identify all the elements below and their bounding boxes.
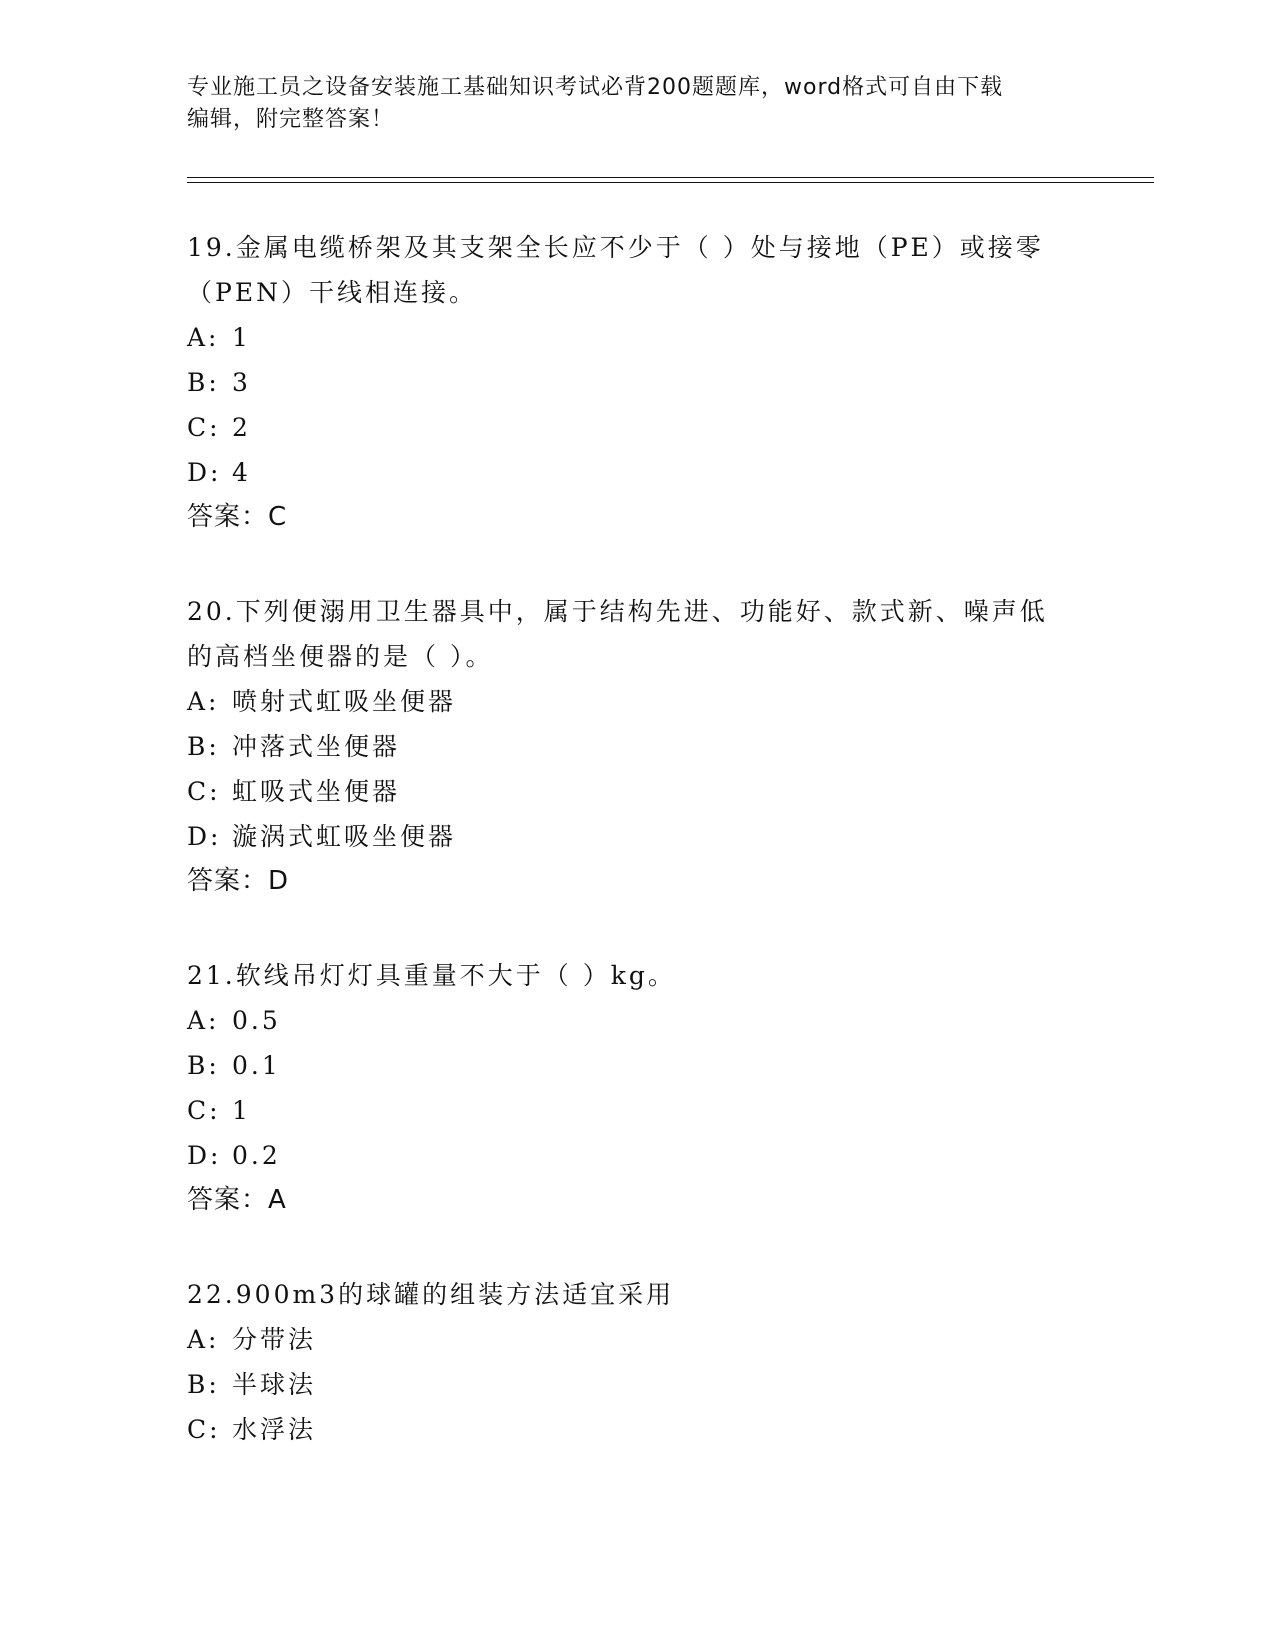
option-key: C: [187, 1096, 221, 1125]
option-c [187, 1088, 1087, 1133]
option-text: 冲落式坐便器 [232, 732, 401, 761]
option-key: D: [187, 822, 222, 851]
answer-label: 答案：C [187, 502, 288, 532]
option-d [187, 1133, 1087, 1178]
question-text-line: （PEN）干线相连接。 [187, 278, 477, 307]
option-text: 3 [232, 368, 251, 397]
option-key: B: [187, 1370, 220, 1399]
question-text-line: 20.下列便溺用卫生器具中，属于结构先进、功能好、款式新、噪声低 [187, 597, 1048, 626]
option-a [187, 998, 1087, 1043]
option-key: D: [187, 458, 222, 487]
option-key: C: [187, 413, 221, 442]
option-b [187, 1043, 1087, 1088]
option-c [187, 769, 1087, 814]
option-key: A: [187, 687, 220, 716]
question-text-line: 21.软线吊灯灯具重量不大于（ ）kg。 [187, 961, 676, 990]
option-a [187, 315, 1087, 360]
question-19 [187, 225, 1087, 540]
option-text: 0.5 [232, 1006, 281, 1035]
header-line-1: 专业施工员之设备安装施工基础知识考试必背200题题库，word格式可自由下载 [187, 75, 1004, 100]
option-a [187, 1317, 1087, 1362]
option-key: D: [187, 1141, 222, 1170]
option-text: 虹吸式坐便器 [232, 777, 401, 806]
header-divider-bottom [187, 182, 1154, 183]
option-c [187, 1407, 1087, 1452]
option-key: A: [187, 323, 220, 352]
option-key: B: [187, 1051, 220, 1080]
option-text: 分带法 [232, 1325, 317, 1354]
question-21 [187, 953, 1087, 1223]
option-key: B: [187, 368, 220, 397]
option-text: 4 [232, 458, 251, 487]
option-text: 漩涡式虹吸坐便器 [232, 822, 457, 851]
option-text: 0.2 [232, 1141, 281, 1170]
option-key: A: [187, 1325, 220, 1354]
option-key: B: [187, 732, 220, 761]
option-text: 1 [232, 323, 251, 352]
option-a [187, 679, 1087, 724]
option-text: 喷射式虹吸坐便器 [232, 687, 457, 716]
option-key: C: [187, 777, 221, 806]
question-20 [187, 589, 1087, 904]
option-text: 半球法 [232, 1370, 317, 1399]
answer-label: 答案：A [187, 1185, 287, 1215]
question-text-line: 的高档坐便器的是（ ）。 [187, 642, 494, 671]
option-b [187, 724, 1087, 769]
option-b [187, 1362, 1087, 1407]
option-key: A: [187, 1006, 220, 1035]
option-text: 0.1 [232, 1051, 281, 1080]
option-text: 1 [232, 1096, 251, 1125]
option-c [187, 405, 1087, 450]
option-text: 水浮法 [232, 1415, 317, 1444]
header-divider-top [187, 177, 1154, 178]
header-line-2: 编辑，附完整答案！ [187, 107, 395, 132]
question-22 [187, 1272, 1087, 1452]
document-header [187, 72, 1067, 136]
question-text-line: 22.900m3的球罐的组装方法适宜采用 [187, 1280, 675, 1309]
option-text: 2 [232, 413, 251, 442]
option-b [187, 360, 1087, 405]
answer-label: 答案：D [187, 866, 290, 896]
option-key: C: [187, 1415, 221, 1444]
question-text-line: 19.金属电缆桥架及其支架全长应不少于（ ）处与接地（PE）或接零 [187, 233, 1044, 262]
option-d [187, 450, 1087, 495]
option-d [187, 814, 1087, 859]
